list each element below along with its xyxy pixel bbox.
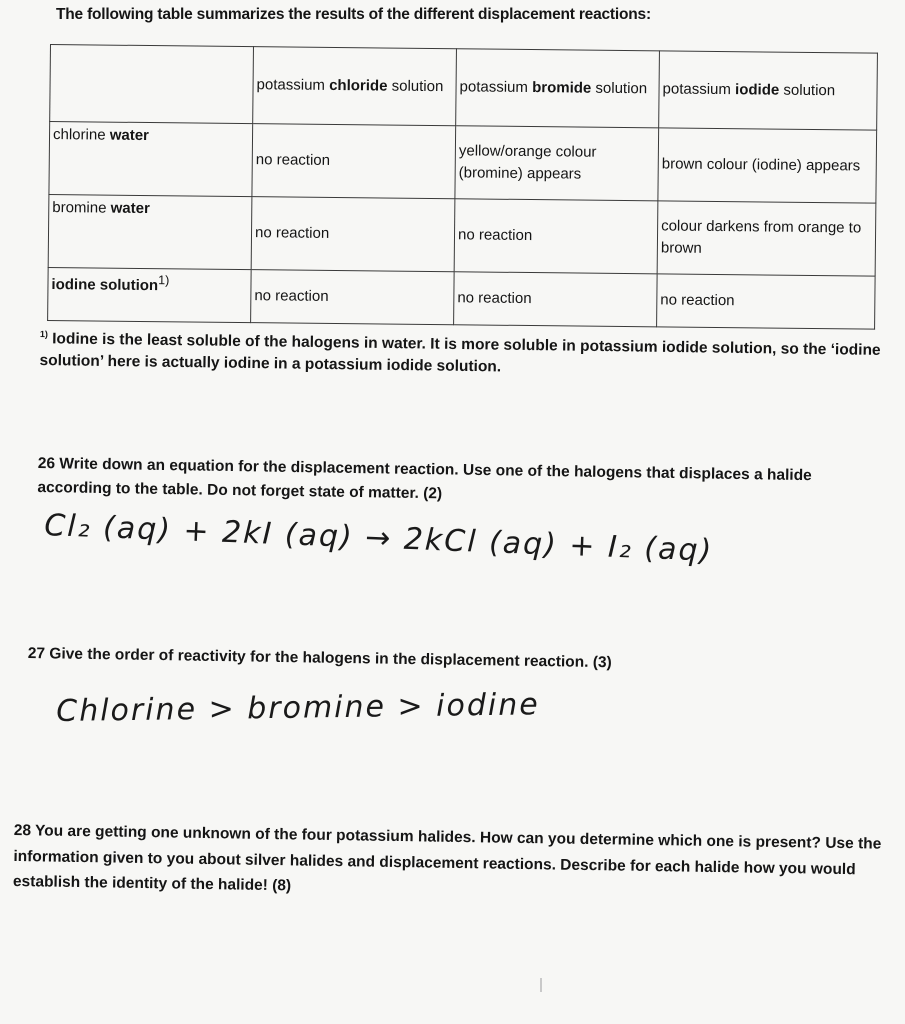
header-text: potassium bbox=[459, 78, 533, 97]
header-text: potassium bbox=[662, 80, 736, 99]
table-cell: no reaction bbox=[252, 124, 456, 199]
table-cell: no reaction bbox=[454, 199, 658, 274]
table-row bbox=[49, 122, 877, 204]
row-label-chlorine bbox=[49, 122, 253, 197]
table-cell: no reaction bbox=[657, 274, 876, 329]
header-corner-cell bbox=[50, 45, 254, 124]
footnote-text: Iodine is the least soluble of the halogens in water. It is more soluble in potassium iodide solution, so the ‘iodine solution’ here is actually iodine in a potassium iodide solution. bbox=[39, 330, 881, 376]
row-label-bold: iodine solution bbox=[51, 276, 159, 295]
table-cell: brown colour (iodine) appears bbox=[658, 128, 877, 203]
header-text: solution bbox=[779, 81, 836, 100]
question-26: 26 Write down an equation for the displacement reaction. Use one of the halogens that displaces a halide according to the table. Do not forget state of matter. (2) bbox=[37, 454, 812, 503]
header-text: potassium bbox=[256, 76, 330, 95]
header-ki bbox=[659, 51, 878, 130]
table-cell: no reaction bbox=[251, 197, 455, 272]
table-header-row bbox=[50, 45, 878, 131]
header-text: solution bbox=[591, 79, 648, 98]
row-label-bold: water bbox=[109, 126, 150, 145]
header-bold: bromide bbox=[532, 79, 592, 97]
header-kcl bbox=[253, 47, 457, 126]
table-cell: colour darkens from orange to brown bbox=[657, 201, 876, 276]
table-cell: no reaction bbox=[454, 272, 658, 327]
header-kbr bbox=[456, 49, 660, 128]
table-row bbox=[48, 267, 876, 329]
paper-mark bbox=[540, 978, 542, 992]
answer-27-handwriting: Chlorine > bromine > iodine bbox=[56, 687, 540, 729]
footnote-ref: 1) bbox=[158, 273, 170, 288]
header-bold: chloride bbox=[329, 77, 388, 95]
row-label-bromine bbox=[48, 194, 252, 269]
answer-26-handwriting: Cl₂ (aq) + 2kI (aq) → 2kCl (aq) + I₂ (aq) bbox=[43, 508, 714, 569]
table-cell: no reaction bbox=[251, 270, 455, 325]
intro-text: The following table summarizes the results of the different displacement reactions: bbox=[56, 6, 651, 23]
header-bold: iodide bbox=[735, 81, 780, 99]
row-label-bold: water bbox=[110, 199, 150, 218]
table-cell: yellow/orange colour (bromine) appears bbox=[455, 126, 659, 201]
results-table bbox=[47, 44, 878, 330]
question-28: 28 You are getting one unknown of the four potassium halides. How can you determine which one is present? Use the information given to you about silver halides and displacement reactions. Describe for each halide how you would establish the identity of the halide! (8) bbox=[12, 821, 882, 895]
row-label-text: bromine bbox=[52, 199, 111, 217]
footnote bbox=[39, 328, 890, 383]
question-27: 27 Give the order of reactivity for the halogens in the displacement reaction. (3) bbox=[27, 644, 612, 672]
row-label-iodine bbox=[48, 267, 252, 322]
footnote-marker: 1) bbox=[39, 328, 49, 340]
row-label-text: chlorine bbox=[52, 126, 110, 144]
table-row bbox=[48, 194, 876, 276]
header-text: solution bbox=[387, 77, 444, 96]
